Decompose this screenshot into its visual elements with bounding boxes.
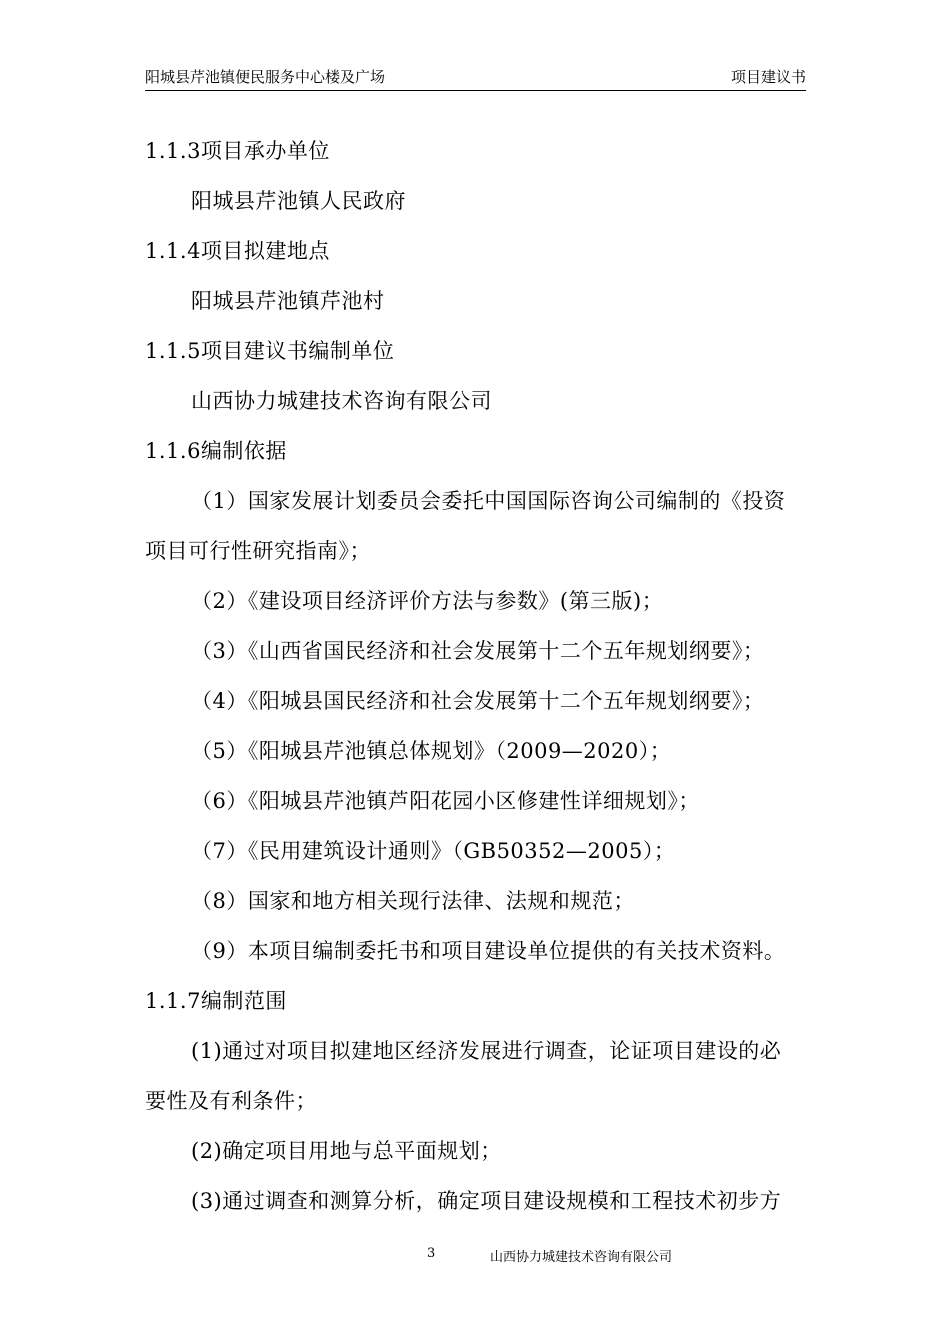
text-line: 1.1.5项目建议书编制单位 (145, 339, 395, 363)
text-line: 1.1.3项目承办单位 (145, 139, 330, 163)
text-line: （5）《阳城县芹池镇总体规划》（2009—2020）； (191, 739, 672, 763)
text-line: （6）《阳城县芹池镇芦阳花园小区修建性详细规划》； (191, 789, 700, 813)
text-line: （3）《山西省国民经济和社会发展第十二个五年规划纲要》； (191, 639, 765, 663)
text-line: (3)通过调查和测算分析，确定项目建设规模和工程技术初步方 (191, 1189, 782, 1213)
document-body (145, 126, 810, 1226)
text-line: (2)确定项目用地与总平面规划； (191, 1139, 502, 1163)
text-line: （9）本项目编制委托书和项目建设单位提供的有关技术资料。 (191, 939, 786, 963)
text-line: 阳城县芹池镇人民政府 (191, 189, 406, 213)
text-line: （1）国家发展计划委员会委托中国国际咨询公司编制的《投资 (191, 489, 786, 513)
text-line: （4）《阳城县国民经济和社会发展第十二个五年规划纲要》； (191, 689, 765, 713)
page-number: 3 (427, 1246, 436, 1261)
text-line: 项目可行性研究指南》； (145, 539, 371, 563)
text-line: 1.1.7编制范围 (145, 989, 287, 1013)
text-line: 山西协力城建技术咨询有限公司 (191, 389, 492, 413)
text-line: (1)通过对项目拟建地区经济发展进行调查，论证项目建设的必 (191, 1039, 782, 1063)
text-line: （8）国家和地方相关现行法律、法规和规范； (191, 889, 635, 913)
text-line: 要性及有利条件； (145, 1089, 317, 1113)
text-line: （2）《建设项目经济评价方法与参数》(第三版)； (191, 589, 664, 613)
footer-organization: 山西协力城建技术咨询有限公司 (490, 1250, 673, 1265)
header-doc-type: 项目建议书 (730, 68, 806, 86)
text-line: 阳城县芹池镇芹池村 (191, 289, 385, 313)
header-project-title: 阳城县芹池镇便民服务中心楼及广场 (145, 68, 386, 86)
text-line: 1.1.4项目拟建地点 (145, 239, 330, 263)
text-line: （7）《民用建筑设计通则》（GB50352—2005）； (191, 839, 676, 863)
page-header (145, 64, 806, 91)
text-line: 1.1.6编制依据 (145, 439, 287, 463)
